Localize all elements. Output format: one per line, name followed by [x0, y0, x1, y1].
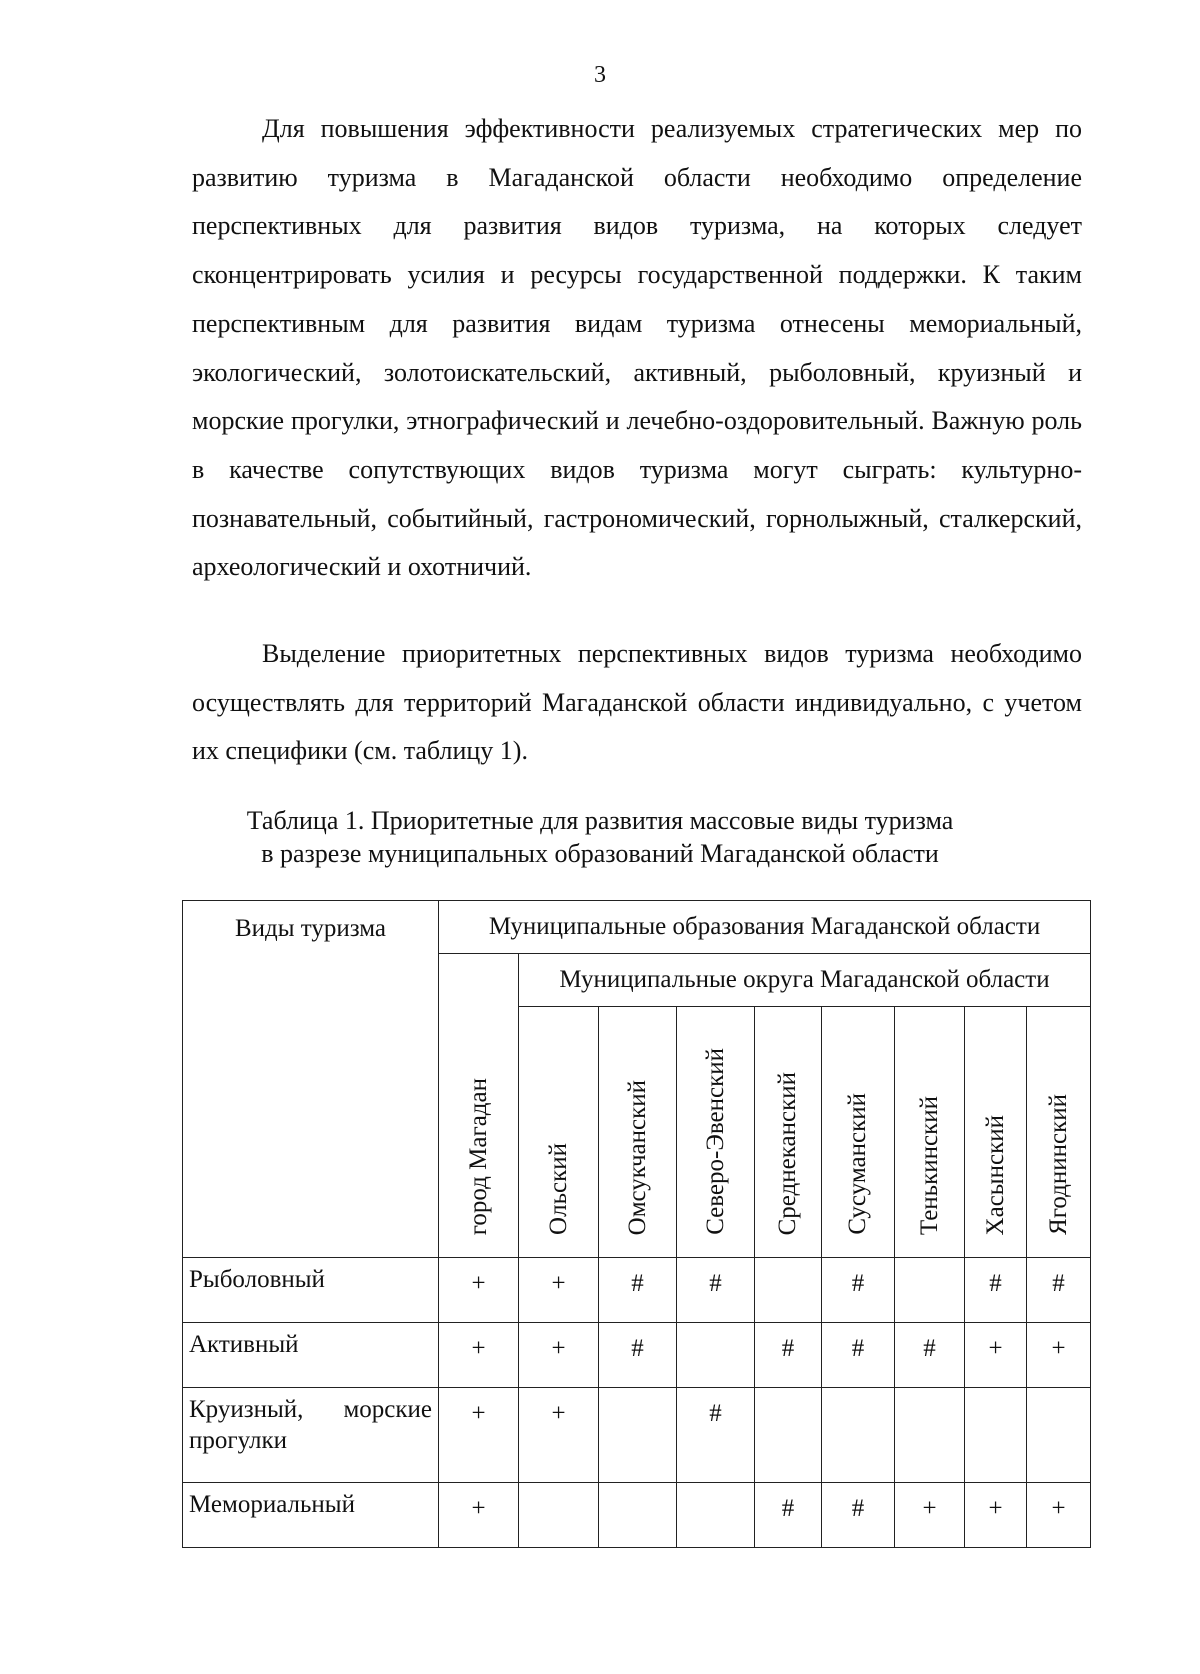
table-cell: + — [1027, 1323, 1091, 1388]
page-number: 3 — [594, 62, 606, 88]
header-municipalities: Муниципальные образования Магаданской области — [439, 901, 1091, 954]
table-cell: # — [965, 1258, 1027, 1323]
table-row — [183, 1483, 1091, 1548]
table-cell — [895, 1388, 965, 1483]
column-header — [677, 1007, 755, 1258]
column-header — [599, 1007, 677, 1258]
table-cell — [755, 1258, 822, 1323]
table-cell: + — [439, 1388, 519, 1483]
tourism-table — [182, 900, 1091, 1548]
paragraph-1: Для повышения эффективности реализуемых стратегических мер по развитию туризма в Магаданской области необходимо определение перспективных для развития видов туризма, на которых следует сконцентрировать усилия и ресурсы государственной поддержки. К таким перспективным для развития видам туризма отнесены мемориальный, экологический, золотоискательский, активный, рыболовный, круизный и морские прогулки, этнографический и лечебно-оздоровительный. Важную роль в качестве сопутствующих видов туризма могут сыграть: культурно-познавательный, событийный, гастрономический, горнолыжный, сталкерский, археологический и охотничий. — [192, 114, 1082, 582]
paragraph-2: Выделение приоритетных перспективных видов туризма необходимо осуществлять для территорий Магаданской области индивидуально, с учетом их специфики (см. таблицу 1). — [192, 639, 1082, 766]
table-cell: + — [965, 1323, 1027, 1388]
table-caption-line-2: в разрезе муниципальных образований Магаданской области — [261, 839, 939, 868]
table-cell — [677, 1323, 755, 1388]
column-header — [519, 1007, 599, 1258]
table-row — [183, 1323, 1091, 1388]
column-header — [755, 1007, 822, 1258]
column-header-label: Ольский — [544, 1143, 572, 1235]
table-cell: # — [755, 1483, 822, 1548]
table-cell: # — [822, 1323, 895, 1388]
table-cell: # — [599, 1258, 677, 1323]
header-kinds: Виды туризма — [183, 901, 439, 1258]
table-cell — [599, 1483, 677, 1548]
table-cell: # — [677, 1388, 755, 1483]
table-cell: # — [822, 1483, 895, 1548]
table-cell — [895, 1258, 965, 1323]
column-header-label: Среднеканский — [774, 1071, 801, 1235]
table-cell: # — [677, 1258, 755, 1323]
table-cell: # — [822, 1258, 895, 1323]
table-cell — [822, 1388, 895, 1483]
table-cell: + — [519, 1323, 599, 1388]
table-cell: # — [755, 1323, 822, 1388]
table-cell: + — [965, 1483, 1027, 1548]
table-row — [183, 1388, 1091, 1483]
table-cell: + — [895, 1483, 965, 1548]
table-caption-line-1: Таблица 1. Приоритетные для развития массовые виды туризма — [246, 806, 954, 835]
column-header-label: Омсукчанский — [623, 1079, 651, 1235]
column-header-label: Хасынский — [981, 1114, 1009, 1235]
table-cell: # — [599, 1323, 677, 1388]
table-cell: + — [439, 1483, 519, 1548]
table-cell: + — [519, 1258, 599, 1323]
table-cell: # — [1027, 1258, 1091, 1323]
table-cell: + — [439, 1323, 519, 1388]
table-cell — [965, 1388, 1027, 1483]
column-header-label: Сусуманский — [844, 1093, 871, 1235]
table-cell — [677, 1483, 755, 1548]
row-label: Мемориальный — [183, 1483, 439, 1548]
column-header-label: Тенькинский — [915, 1095, 943, 1235]
table-row — [183, 1258, 1091, 1323]
table-cell — [519, 1483, 599, 1548]
column-header-label: Северо-Эвенский — [701, 1048, 729, 1235]
column-header — [965, 1007, 1027, 1258]
column-header-label: город Магадан — [464, 1077, 492, 1235]
table-cell — [755, 1388, 822, 1483]
column-header — [822, 1007, 895, 1258]
row-label: Круизный, морские прогулки — [183, 1388, 439, 1483]
table-cell — [599, 1388, 677, 1483]
table-cell: + — [1027, 1483, 1091, 1548]
row-label: Рыболовный — [183, 1258, 439, 1323]
column-header-label: Ягоднинский — [1044, 1094, 1072, 1235]
table-cell: + — [519, 1388, 599, 1483]
column-header — [895, 1007, 965, 1258]
table-caption — [0, 804, 1200, 870]
table-cell: + — [439, 1258, 519, 1323]
table-cell: # — [895, 1323, 965, 1388]
row-label: Активный — [183, 1323, 439, 1388]
table-cell — [1027, 1388, 1091, 1483]
column-header — [439, 954, 519, 1258]
column-header — [1027, 1007, 1091, 1258]
header-districts: Муниципальные округа Магаданской области — [519, 954, 1091, 1007]
